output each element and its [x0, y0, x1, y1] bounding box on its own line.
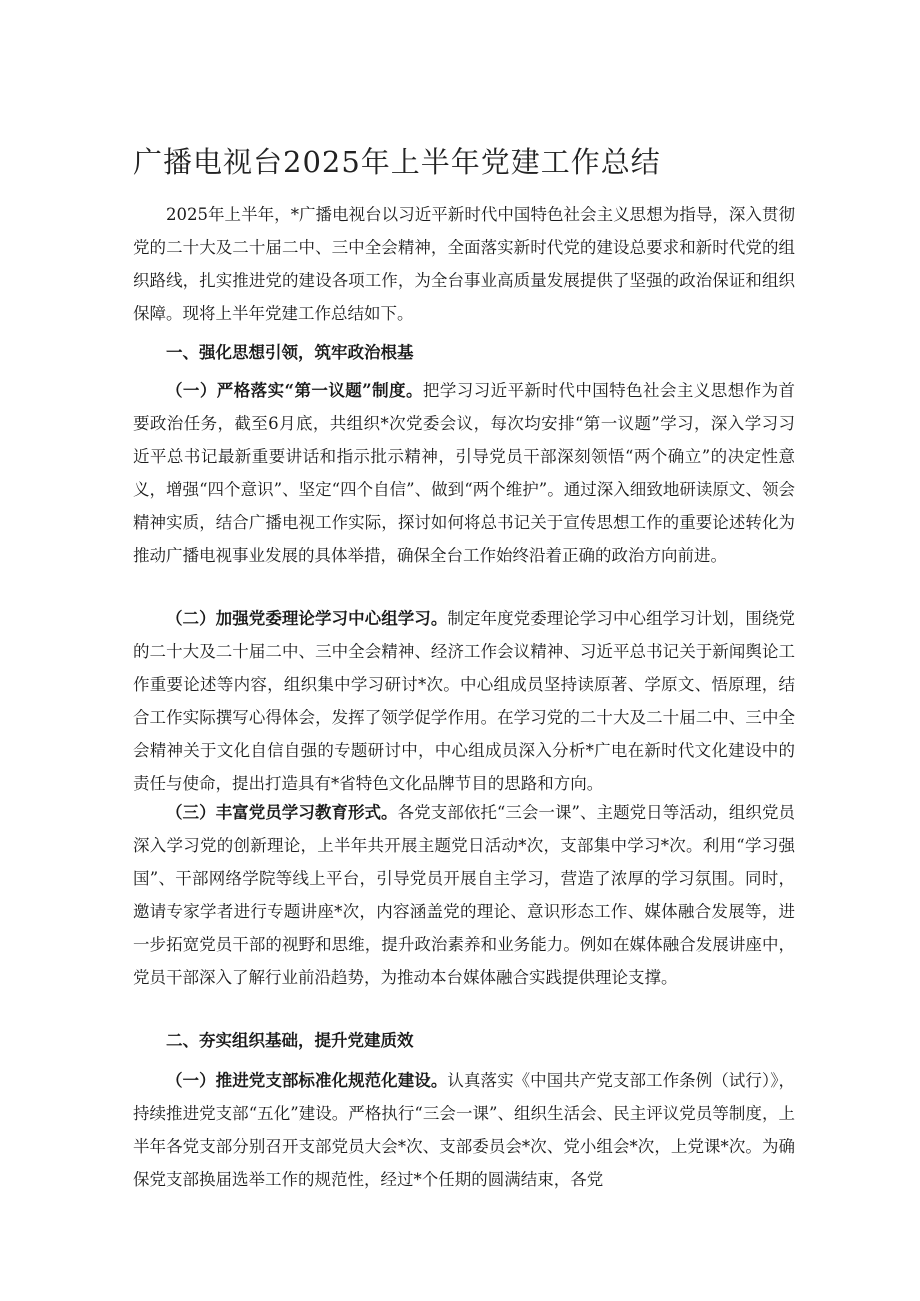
section-1-item-1	[133, 374, 795, 572]
section-2-item-1	[133, 1064, 795, 1196]
section-1-item-3	[133, 796, 795, 994]
item-text: 制定年度党委理论学习中心组学习计划，围绕党的二十大及二十届二中、三中全会精神、经济工作会议精神、习近平总书记关于新闻舆论工作重要论述等内容，组织集中学习研讨*次。中心组成员坚持读原著、学原文、悟原理，结合工作实际撰写心得体会，发挥了领学促学作用。在学习党的二十大及二十届二中、三中全会精神关于文化自信自强的专题研讨中，中心组成员深入分析*广电在新时代文化建设中的责任与使命，提出打造具有*省特色文化品牌节目的思路和方向。	[133, 609, 796, 793]
section-heading-1: 一、强化思想引领，筑牢政治根基	[166, 343, 414, 362]
item-text: 各党支部依托“三会一课”、主题党日等活动，组织党员深入学习党的创新理论，上半年共开展主题党日活动*次，支部集中学习*次。利用“学习强国”、干部网络学院等线上平台，引导党员开展自主学习，营造了浓厚的学习氛围。同时，邀请专家学者进行专题讲座*次，内容涵盖党的理论、意识形态工作、媒体融合发展等，进一步拓宽党员干部的视野和思维，提升政治素养和业务能力。例如在媒体融合发展讲座中，党员干部深入了解行业前沿趋势，为推动本台媒体融合实践提供理论支撑。	[133, 803, 796, 987]
item-text: 把学习习近平新时代中国特色社会主义思想作为首要政治任务，截至6月底，共组织*次党委会议，每次均安排“第一议题”学习，深入学习习近平总书记最新重要讲话和指示批示精神，引导党员干部深刻领悟“两个确立”的决定性意义，增强“四个意识”、坚定“四个自信”、做到“两个维护”。通过深入细致地研读原文、领会精神实质，结合广播电视工作实际，探讨如何将总书记关于宣传思想工作的重要论述转化为推动广播电视事业发展的具体举措，确保全台工作始终沿着正确的政治方向前进。	[133, 381, 796, 565]
section-1-item-2	[133, 602, 795, 800]
item-title: （一）严格落实“第一议题”制度。	[166, 381, 423, 400]
item-title: （一）推进党支部标准化规范化建设。	[166, 1071, 448, 1090]
item-title: （二）加强党委理论学习中心组学习。	[166, 609, 448, 628]
document-title: 广播电视台2025年上半年党建工作总结	[133, 145, 661, 179]
item-title: （三）丰富党员学习教育形式。	[166, 803, 398, 822]
item-text: 认真落实《中国共产党支部工作条例（试行）》，持续推进党支部“五化”建设。严格执行“三会一课”、组织生活会、民主评议党员等制度，上半年各党支部分别召开支部党员大会*次、支部委员会*次、党小组会*次，上党课*次。为确保党支部换届选举工作的规范性，经过*个任期的圆满结束，各党	[133, 1071, 796, 1189]
intro-paragraph: 2025年上半年，*广播电视台以习近平新时代中国特色社会主义思想为指导，深入贯彻党的二十大及二十届二中、三中全会精神，全面落实新时代党的建设总要求和新时代党的组织路线，扎实推进党的建设各项工作，为全台事业高质量发展提供了坚强的政治保证和组织保障。现将上半年党建工作总结如下。	[133, 205, 795, 323]
section-heading-2: 二、夯实组织基础，提升党建质效	[166, 1031, 414, 1050]
